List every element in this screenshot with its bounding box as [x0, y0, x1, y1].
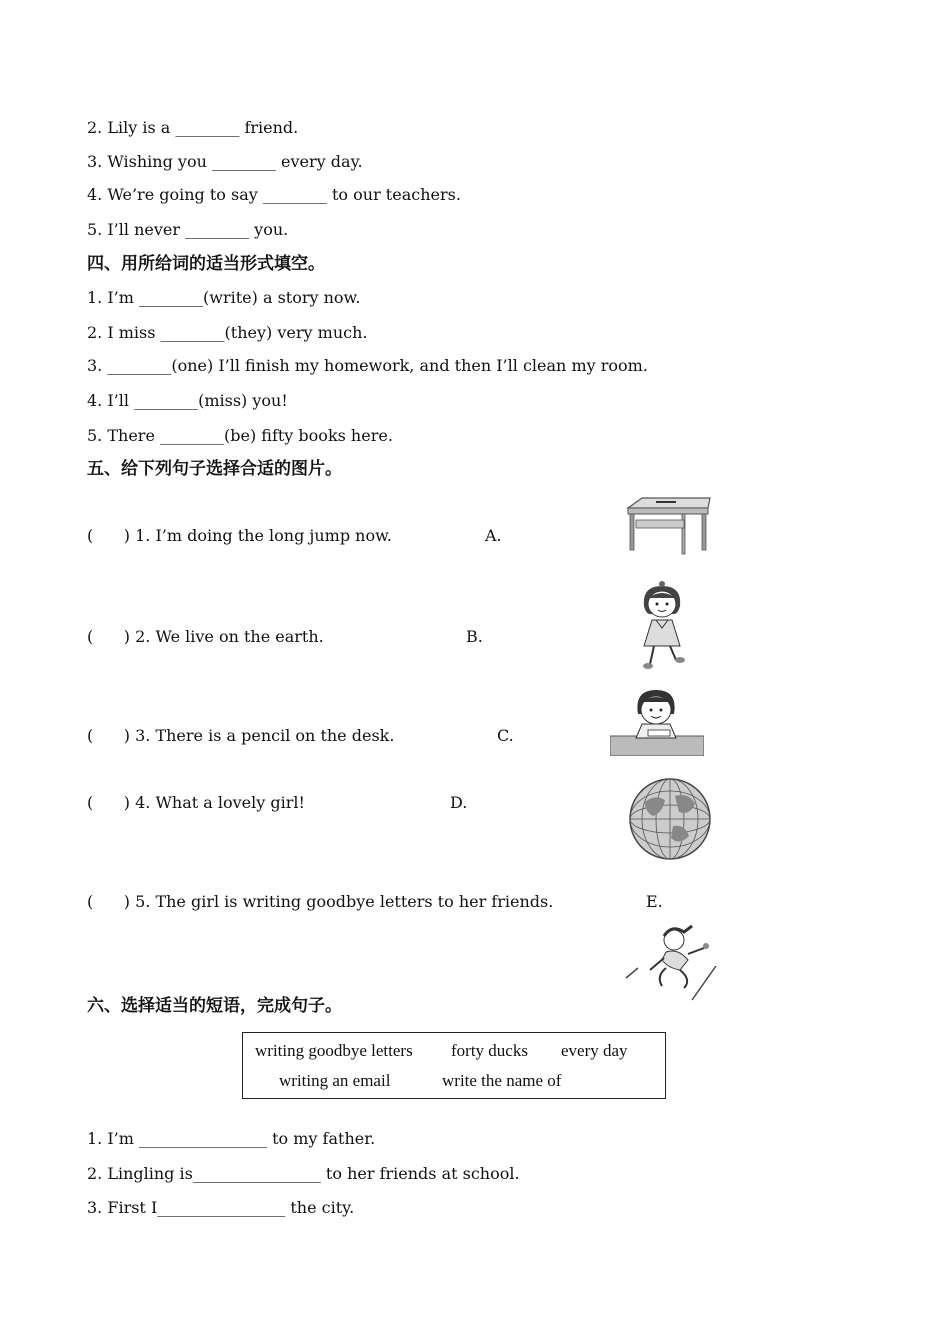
option-letter: B. — [466, 627, 483, 646]
exercise-line: 5. There ________(be) fifty books here. — [87, 426, 393, 445]
matching-sentence: ( ) 5. The girl is writing goodbye letters to her friends. — [87, 892, 554, 911]
phrase-option: writing goodbye letters — [255, 1041, 413, 1060]
exercise-line: 4. We’re going to say ________ to our teachers. — [87, 185, 461, 204]
exercise-line: 5. I’ll never ________ you. — [87, 220, 289, 239]
matching-sentence: ( ) 2. We live on the earth. — [87, 627, 324, 646]
exercise-line: 3. Wishing you ________ every day. — [87, 152, 363, 171]
phrase-option: writing an email — [279, 1071, 391, 1090]
option-letter: A. — [485, 526, 502, 545]
matching-sentence: ( ) 1. I’m doing the long jump now. — [87, 526, 392, 545]
section-heading: 四、用所给词的适当形式填空。 — [87, 254, 325, 274]
exercise-line: 2. Lingling is________________ to her friends at school. — [87, 1164, 520, 1183]
exercise-line: 3. ________(one) I’ll finish my homework, and then I’ll clean my room. — [87, 356, 648, 375]
exercise-line: 2. Lily is a ________ friend. — [87, 118, 299, 137]
exercise-line: 1. I’m ________(write) a story now. — [87, 288, 361, 307]
phrase-option: every day — [561, 1041, 628, 1060]
girl-picture — [632, 580, 692, 672]
globe-picture — [627, 776, 713, 862]
writing-girl-picture — [610, 686, 704, 756]
desk-picture — [622, 494, 714, 558]
phrase-option: forty ducks — [451, 1041, 528, 1060]
option-letter: E. — [646, 892, 663, 911]
exercise-line: 2. I miss ________(they) very much. — [87, 323, 368, 342]
section-heading: 五、给下列句子选择合适的图片。 — [87, 459, 342, 479]
phrase-box — [242, 1032, 666, 1099]
exercise-line: 4. I’ll ________(miss) you! — [87, 391, 288, 410]
option-letter: C. — [497, 726, 514, 745]
matching-sentence: ( ) 3. There is a pencil on the desk. — [87, 726, 395, 745]
jumping-girl-picture — [622, 918, 720, 1004]
phrase-option: write the name of — [442, 1071, 562, 1090]
exercise-line: 1. I’m ________________ to my father. — [87, 1129, 376, 1148]
exercise-line: 3. First I________________ the city. — [87, 1198, 355, 1217]
section-heading: 六、选择适当的短语，完成句子。 — [87, 996, 342, 1016]
matching-sentence: ( ) 4. What a lovely girl! — [87, 793, 305, 812]
option-letter: D. — [450, 793, 468, 812]
